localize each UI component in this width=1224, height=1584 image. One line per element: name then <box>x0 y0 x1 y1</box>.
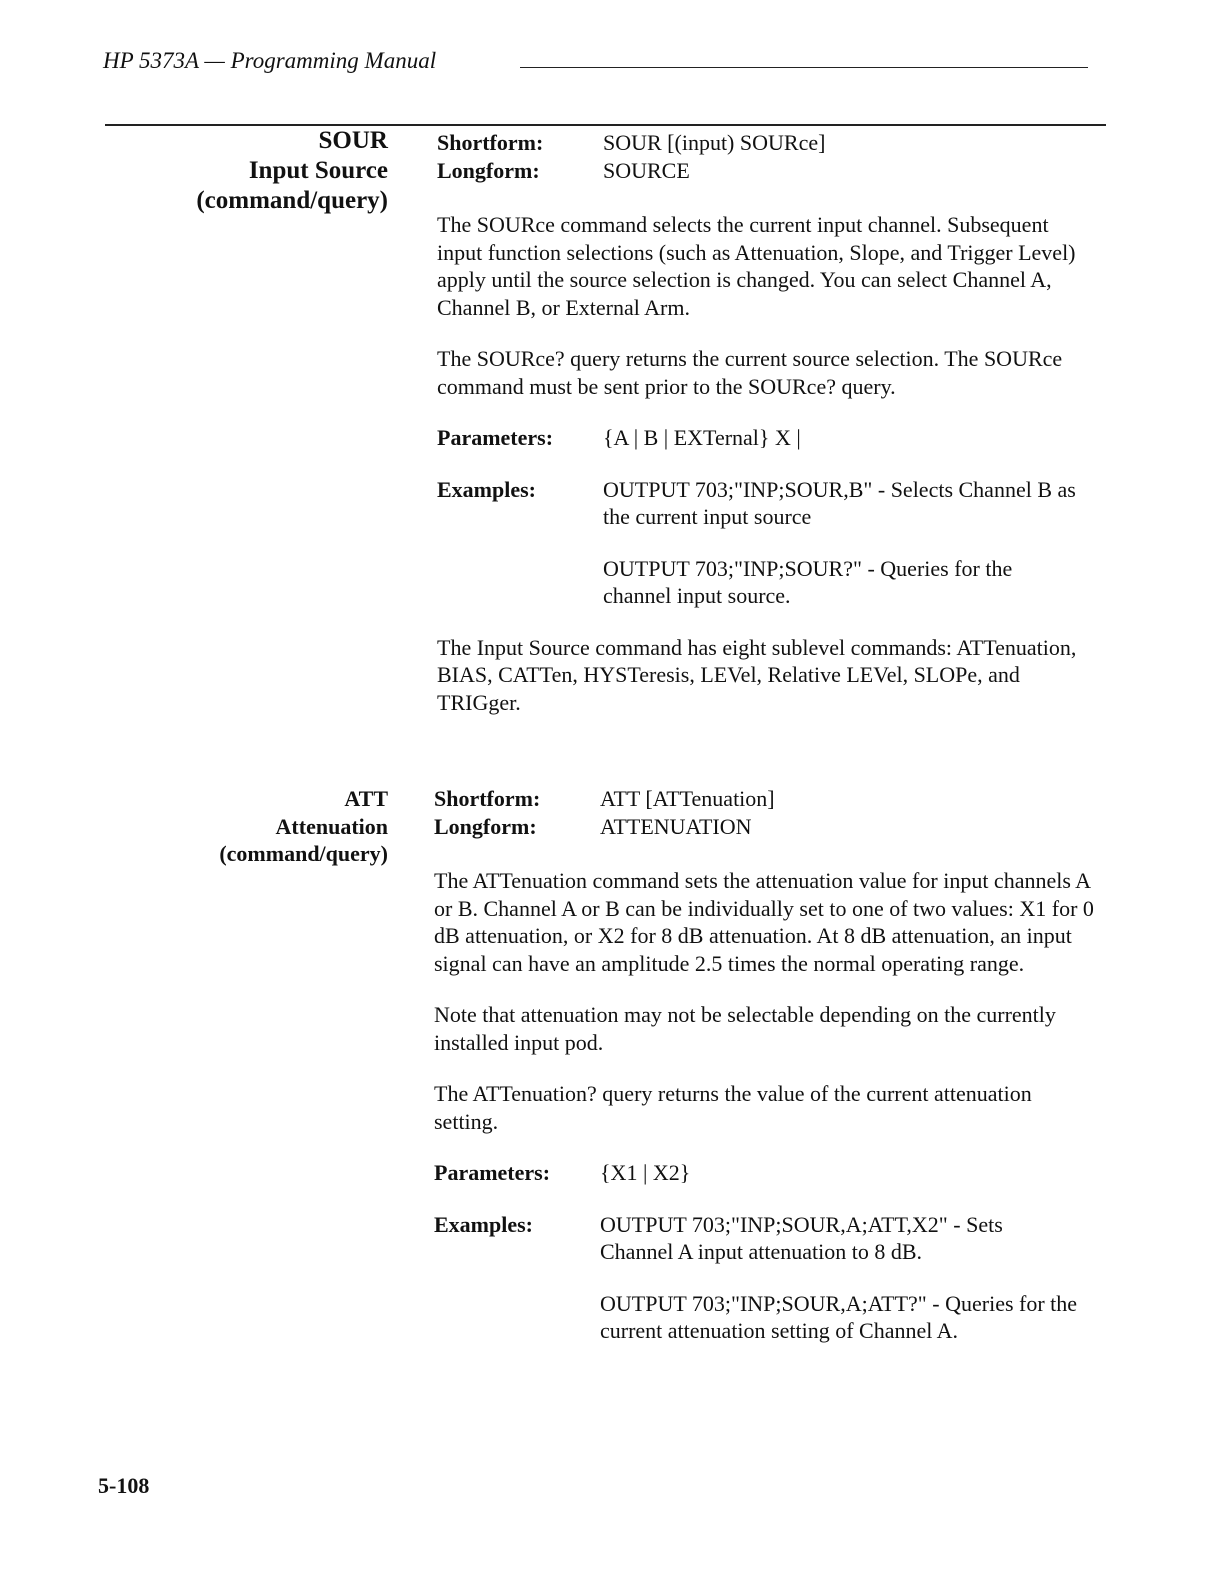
examples-label: Examples: <box>437 476 536 502</box>
longform-value: SOURCE <box>603 157 690 183</box>
shortform-value: SOUR [(input) SOURce] <box>603 130 826 155</box>
longform-label: Longform: <box>437 157 540 183</box>
header-rule <box>520 67 1088 68</box>
sour-body <box>437 129 1097 716</box>
example: OUTPUT 703;"INP;SOUR,B" - Selects Channel B as the current input source <box>603 476 1076 529</box>
running-header: HP 5373A — Programming Manual <box>103 48 437 73</box>
example: OUTPUT 703;"INP;SOUR,A;ATT,X2" - Sets Channel A input attenuation to 8 dB. <box>600 1211 1003 1264</box>
longform-label: Longform: <box>434 813 537 839</box>
parameters-value: {A | B | EXTernal} X | <box>603 425 801 450</box>
command-name: SOUR <box>318 127 388 154</box>
command-kind: (command/query) <box>219 841 388 866</box>
command-kind: (command/query) <box>196 187 388 214</box>
shortform-label: Shortform: <box>437 130 544 155</box>
command-name: ATT <box>344 786 388 811</box>
paragraph: The ATTenuation command sets the attenuation value for input channels A or B. Channel A or B can be individually set to one of two values: X1 for 0 dB attenuation, or X2 for 8 dB attenuation. At 8 dB attenuation, an input signal can have an amplitude 2.5 times the normal operating range. <box>434 868 1094 976</box>
sour-heading <box>196 126 388 216</box>
example: OUTPUT 703;"INP;SOUR,A;ATT?" - Queries for the current attenuation setting of Channel A. <box>600 1290 1078 1343</box>
paragraph: Note that attenuation may not be selectable depending on the currently installed input pod. <box>434 1002 1056 1055</box>
paragraph: The Input Source command has eight sublevel commands: ATTenuation, BIAS, CATTen, HYSTeresis, LEVel, Relative LEVel, SLOPe, and TRIGger. <box>437 634 1077 715</box>
parameters-label: Parameters: <box>434 1160 551 1185</box>
paragraph: The SOURce command selects the current input channel. Subsequent input function selections (such as Attenuation, Slope, and Trigger Level) apply until the source selection is changed. You can select Channel A, Channel B, or External Arm. <box>437 212 1076 320</box>
longform-value: ATTENUATION <box>600 813 752 839</box>
shortform-value: ATT [ATTenuation] <box>600 786 775 811</box>
att-heading <box>219 785 388 868</box>
parameters-value: {X1 | X2} <box>600 1160 691 1185</box>
example: OUTPUT 703;"INP;SOUR?" - Queries for the channel input source. <box>603 555 1013 608</box>
page-number: 5-108 <box>98 1473 150 1498</box>
shortform-label: Shortform: <box>434 786 541 811</box>
examples-label: Examples: <box>434 1211 533 1237</box>
command-title: Input Source <box>248 157 388 184</box>
paragraph: The SOURce? query returns the current source selection. The SOURce command must be sent prior to the SOURce? query. <box>437 346 1063 399</box>
command-title: Attenuation <box>275 813 388 839</box>
paragraph: The ATTenuation? query returns the value of the current attenuation setting. <box>434 1081 1032 1134</box>
parameters-label: Parameters: <box>437 425 554 450</box>
att-body <box>434 785 1094 1345</box>
